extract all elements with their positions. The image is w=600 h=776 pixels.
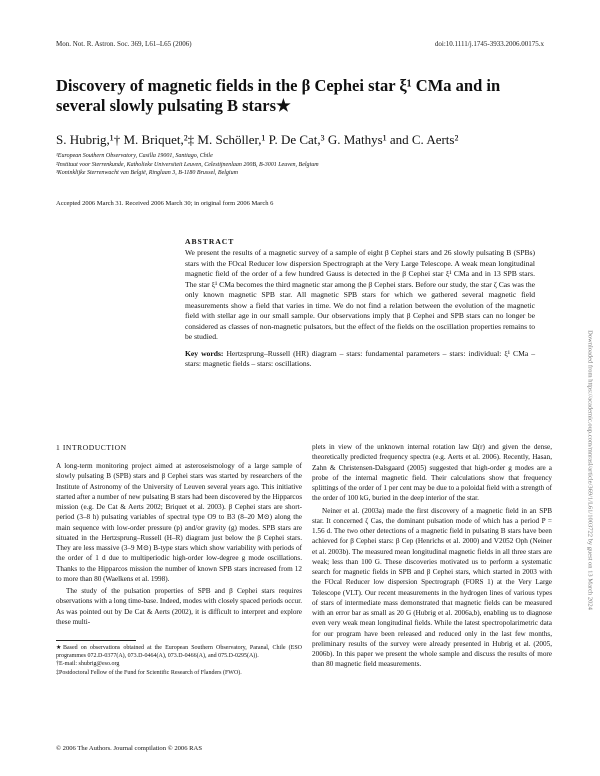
footnote: †E-mail: shubrig@eso.org [56, 661, 120, 668]
paragraph: Neiner et al. (2003a) made the first discovery of a magnetic field in an SPB star. It concerned ζ Cas, the dominant pulsation mode of which has a period P = 1.56 d. The two other detections of a magnetic field in pulsating B stars have been achieved for β Cephei stars: β Cep (Henrichs et al. 2000) and V2052 Oph (Neiner et al. 2003b). The measured mean longitudinal magnetic fields in all three stars are weak; less than 100 G. These discoveries motivated us to perform a systematic search for magnetic fields in SPB and β Cephei stars, which started in 2003 with the FOcal Reducer low dispersion Spectrograph (FORS 1) at the Very Large Telescope (VLT). Our recent measurements in the hydrogen lines of various types of stars of intermediate mass demonstrated that magnetic fields can be measured with an error bar as small as 20 G (Hubrig et al. 2006a,b), enabling us to diagnose even very weak mean longitudinal fields. While the latest spectropolarimetric data for our program have been released and reduced only in the last few months, preliminary results of the survey were already presented in Hubrig et al. (2005, 2006b). In this paper we present the whole sample and discuss the results of more than 80 magnetic field measurements. [312, 506, 552, 669]
paragraph: plets in view of the unknown internal rotation law Ω(r) and given the dense, theoretically predicted frequency spectra (e.g. Aerts et al. 2006). Recently, Hasan, Zahn & Christensen-Dalsgaard (2005) suggested that high-order g modes are a probe of the internal magnetic field. Their calculations show that frequency splittings of the order of 1 per cent may be due to a poloidal field with a strength of the order of 100 kG, buried in the deep interior of the star. [312, 443, 552, 503]
keywords-text: Hertzsprung–Russell (HR) diagram – stars: fundamental parameters – stars: individual: ξ¹ CMa – stars: magnetic fields – stars: oscillations. [185, 348, 535, 368]
abstract-text: We present the results of a magnetic survey of a sample of eight β Cephei stars and 26 slowly pulsating B (SPBs) stars with the FOcal Reducer low dispersion Spectrograph at the Very Large Telescope. A weak mean longitudinal magnetic field of the order of a few hundred Gauss is detected in the β Cephei star ξ¹ CMa and in 13 SPB stars. The star ξ¹ CMa becomes the third magnetic star among the β Cephei stars. Before our study, the star ζ Cas was the only known magnetic SPB star. All magnetic SPB stars for which we gathered several magnetic field measurements show a field that varies in time. We do not find a relation between the evolution of the magnetic field with stellar age in our small sample. Our observations imply that β Cephei and SPB stars can no longer be considered as classes of non-magnetic pulsators, but the effect of the fields on the oscillation properties remains to be studied. [185, 248, 536, 342]
download-watermark [582, 200, 598, 740]
footnotes [56, 644, 302, 677]
affiliations [56, 152, 556, 178]
affiliation: ³Koninklijke Sterrenwacht van België, Ringlaan 3, B-1180 Brussel, Belgium [56, 170, 238, 177]
footnote-divider [56, 640, 136, 641]
abstract-heading: ABSTRACT [185, 237, 235, 246]
keywords [185, 349, 535, 370]
doi[interactable]: doi:10.1111/j.1745-3933.2006.00175.x [434, 40, 544, 48]
column-right [312, 442, 552, 670]
accepted-dates: Accepted 2006 March 31. Received 2006 March 30; in original form 2006 March 6 [56, 200, 274, 207]
download-watermark-text: Downloaded from https://academic.oup.com/mnrasl/article/369/1/L61/1003722 by guest on 13 March 2024 [586, 330, 594, 610]
abstract [185, 237, 535, 369]
paper-title: Discovery of magnetic fields in the β Cephei star ξ¹ CMa and in several slowly pulsating B stars★ [56, 76, 501, 115]
paragraph: A long-term monitoring project aimed at asteroseismology of a large sample of slowly pulsating B (SPB) stars and β Cephei stars was started by researchers of the Institute of Astronomy of the University of Leuven several years ago. This initiative started after a number of new pulsating B stars had been discovered by the Hipparcos mission (e.g. De Cat & Aerts 2002; Briquet et al. 2003). β Cephei stars are short-period (3–8 h) pulsating variables of spectral type O9 to B3 (8–20 M⊙) along the main sequence with low-order pressure (p) and/or gravity (g) modes. SPB stars are situated in the Hertzsprung–Russell (H–R) diagram just below the β Cephei stars. They are less massive (3–9 M⊙) B-type stars which show variability with periods of the order of 1 d due to multiperiodic high-order low-degree g mode oscillations. Thanks to the Hipparcos mission the number of known SPB stars increased from 12 to more than 80 (Waelkens et al. 1998). [56, 462, 302, 583]
copyright-footer: © 2006 The Authors. Journal compilation © 2006 RAS [56, 745, 202, 752]
section-heading: 1 INTRODUCTION [56, 443, 127, 452]
footnote: ‡Postdoctoral Fellow of the Fund for Scientific Research of Flanders (FWO). [56, 669, 242, 676]
author-list: S. Hubrig,¹† M. Briquet,²‡ M. Schöller,¹ P. De Cat,³ G. Mathys¹ and C. Aerts² [56, 132, 459, 147]
keywords-label: Key words: [185, 348, 224, 358]
journal-citation: Mon. Not. R. Astron. Soc. 369, L61–L65 (2006) [56, 40, 192, 48]
footnote: ★Based on observations obtained at the European Southern Observatory, Paranal, Chile (ESO programmes 072.D-0377(A), 073.D-0464(A), 073.D-0466(A), and 075.D-0295(A)). [56, 645, 302, 660]
affiliation: ²Instituut voor Sterrenkunde, Katholieke Universiteit Leuven, Celestijnenlaan 200B, B-3001 Leuven, Belgium [56, 161, 319, 168]
column-left [56, 461, 302, 627]
affiliation: ¹European Southern Observatory, Casilla 19001, Santiago, Chile [56, 153, 213, 159]
paragraph: The study of the pulsation properties of SPB and β Cephei stars requires observations with a long time-base. Indeed, modes with closely spaced periods occur. As was pointed out by De Cat & Aerts (2002), it is difficult to interpret and explore these multi- [56, 587, 302, 626]
